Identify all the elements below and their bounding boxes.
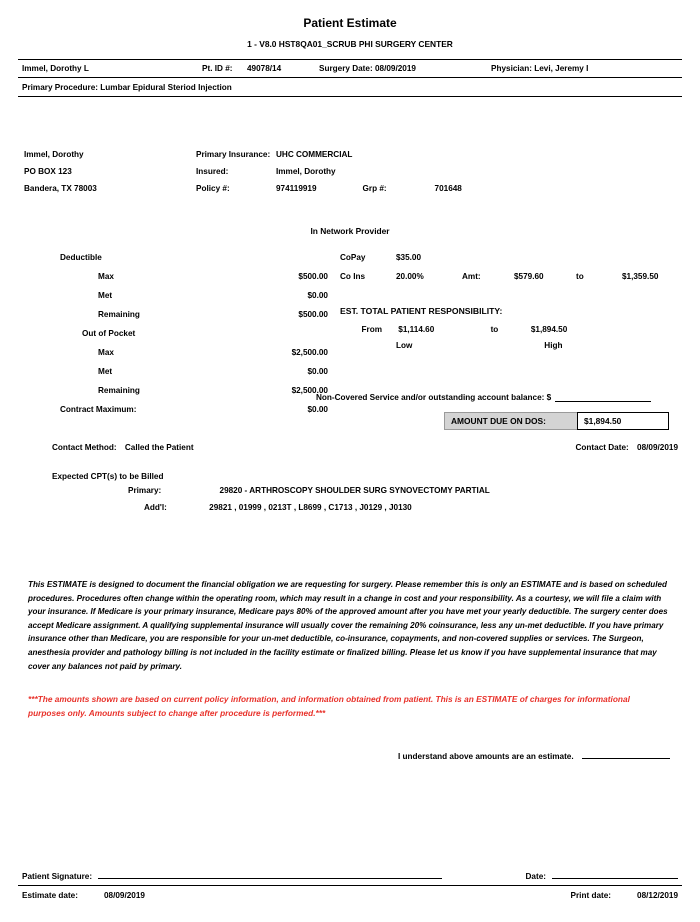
facility-subtitle: 1 - V8.0 HST8QA01_SCRUB PHI SURGERY CENTER: [247, 39, 453, 49]
deductible-max-value: $500.00: [298, 272, 328, 281]
costshare-table: [340, 248, 658, 286]
coins-percent: 20.00%: [396, 272, 424, 281]
copay-row: [340, 248, 658, 267]
cpt-primary-label: Primary:: [128, 486, 162, 495]
copay-spacer-4: [622, 248, 658, 267]
pt-id-value: 49078/14: [247, 64, 282, 73]
non-covered-row: [316, 391, 651, 402]
non-covered-input-line[interactable]: [555, 391, 651, 402]
coins-to-label: to: [576, 272, 584, 281]
primary-procedure-label: Primary Procedure:: [22, 83, 98, 92]
physician-label: Physician:: [491, 64, 532, 73]
acknowledgement-initial-line[interactable]: [582, 749, 670, 759]
acknowledgement-row: [398, 749, 670, 761]
responsibility-to-value: $1,894.50: [530, 325, 568, 334]
estimate-date-value: 08/09/2019: [103, 891, 145, 900]
grp-label: Grp #:: [362, 184, 387, 193]
deductible-header-spacer: [218, 248, 350, 267]
contact-method-label: Contact Method:: [52, 443, 117, 452]
insured-row: [196, 163, 462, 180]
coins-amt-value: $579.60: [514, 272, 544, 281]
cpt-section-label: Expected CPT(s) to be Billed: [52, 472, 164, 481]
amount-due-value: $1,894.50: [577, 412, 669, 430]
footer-row: [22, 891, 678, 900]
coins-to-value: $1,359.50: [622, 272, 659, 281]
deductible-met-value: $0.00: [307, 291, 328, 300]
patient-signature-line[interactable]: [98, 868, 442, 879]
policy-row: [196, 180, 462, 197]
responsibility-range-row: [340, 325, 567, 334]
oop-header: Out of Pocket: [82, 329, 136, 338]
contact-date-row: [576, 443, 679, 452]
network-status: In Network Provider: [310, 226, 390, 236]
patient-signature-label: Patient Signature:: [22, 872, 93, 881]
patient-header-row: [0, 60, 700, 77]
primary-insurance-row: [196, 146, 462, 163]
coins-row: [340, 267, 658, 286]
signature-date-line[interactable]: [552, 868, 678, 879]
patient-address-line3: Bandera, TX 78003: [24, 184, 97, 193]
non-covered-label: Non-Covered Service and/or outstanding account balance: $: [316, 393, 552, 402]
coins-amt-label: Amt:: [462, 272, 481, 281]
primary-insurance-value: UHC COMMERCIAL: [276, 150, 353, 159]
cpt-primary-row: [128, 486, 490, 495]
oop-met-label: Met: [98, 367, 113, 376]
patient-estimate-document: [0, 16, 700, 922]
pt-id-label: Pt. ID #:: [202, 64, 233, 73]
footer-divider: [18, 885, 682, 886]
signature-date-label: Date:: [525, 872, 546, 881]
oop-header-spacer: [218, 324, 350, 343]
responsibility-from-label: From: [361, 325, 382, 334]
deductible-max-label: Max: [98, 272, 114, 281]
table-row: [60, 343, 350, 362]
copay-spacer-2: [514, 248, 576, 267]
physician-value: Levi, Jeremy I: [534, 64, 589, 73]
oop-max-value: $2,500.00: [291, 348, 328, 357]
insured-value: Immel, Dorothy: [276, 167, 336, 176]
contract-max-row: [60, 400, 350, 419]
responsibility-lowhigh-row: [340, 341, 562, 350]
page-title: Patient Estimate: [303, 16, 397, 30]
print-date-value: 08/12/2019: [637, 891, 678, 900]
deductible-remaining-value: $500.00: [298, 310, 328, 319]
cpt-addl-label: Add'l:: [144, 503, 167, 512]
grp-value: 701648: [434, 184, 462, 193]
oop-met-value: $0.00: [307, 367, 328, 376]
policy-label: Policy #:: [196, 184, 230, 193]
responsibility-to-label: to: [490, 325, 499, 334]
amount-due-label: AMOUNT DUE ON DOS:: [444, 412, 577, 430]
primary-insurance-label: Primary Insurance:: [196, 150, 271, 159]
copay-spacer-1: [462, 248, 514, 267]
responsibility-from-value: $1,114.60: [398, 325, 435, 334]
physician: [491, 64, 678, 73]
policy-value: 974119919: [276, 184, 317, 193]
primary-procedure-row: [0, 78, 700, 96]
responsibility-high-label: High: [544, 341, 563, 350]
print-date-label: Print date:: [570, 891, 612, 900]
table-row: [60, 362, 350, 381]
cpt-addl-value: 29821 , 01999 , 0213T , L8699 , C1713 , J0129 , J0130: [209, 503, 412, 512]
disclaimer-paragraph: This ESTIMATE is designed to document the financial obligation we are requesting for surgery. Please remember this is only an ESTIMATE and is based on scheduled procedures. Procedures often change within the operating room, which may result in a change in cost and your responsibility. As a courtesy, we will file a claim with your insurance. If Medicare is your primary insurance, Medicare pays 80% of the approved amount after you have met your yearly deductible. The surgery center does accept Medicare assignment. A qualifying supplemental insurance will usually cover the remaining 20% coinsurance, less any un-met deductible. If you have primary insurance other than Medicare, you are responsible for your un-met deductible, co-insurance, copayments, and non-covered supplies or services. The Surgeon, anesthesia provider and pathology billing is not included in the facility estimate or finalized billing. Please let us know if you have supplemental insurance that may cover any balances not paid by primary.: [28, 580, 668, 671]
benefits-table: [60, 248, 350, 419]
table-row: [60, 381, 350, 400]
table-row: [60, 305, 350, 324]
copay-value: $35.00: [396, 253, 422, 262]
oop-max-label: Max: [98, 348, 114, 357]
contact-method-row: [52, 443, 194, 452]
signature-row: [22, 868, 678, 881]
deductible-header: Deductible: [60, 253, 102, 262]
cpt-primary-value: 29820 - ARTHROSCOPY SHOULDER SURG SYNOVECTOMY PARTIAL: [219, 486, 490, 495]
contract-max-label: Contract Maximum:: [60, 405, 137, 414]
copay-label: CoPay: [340, 253, 366, 262]
insured-label: Insured:: [196, 167, 229, 176]
deductible-met-label: Met: [98, 291, 113, 300]
patient-name: Immel, Dorothy L: [22, 64, 89, 73]
coins-label: Co Ins: [340, 272, 366, 281]
insurance-block: [196, 146, 462, 197]
surgery-date: [319, 64, 491, 73]
deductible-remaining-label: Remaining: [98, 310, 140, 319]
responsibility-low-label: Low: [396, 341, 413, 350]
surgery-date-value: 08/09/2019: [374, 64, 416, 73]
table-row: [60, 286, 350, 305]
contact-method-value: Called the Patient: [124, 443, 194, 452]
copay-spacer-3: [576, 248, 622, 267]
contact-date-value: 08/09/2019: [637, 443, 678, 452]
patient-address-line2: PO BOX 123: [24, 167, 72, 176]
table-row: [60, 267, 350, 286]
responsibility-title: EST. TOTAL PATIENT RESPONSIBILITY:: [340, 306, 503, 316]
disclaimer-red-note: ***The amounts shown are based on current policy information, and information obtained from patient. This is an ESTIMATE of charges for informational purposes only. Amounts subject to change after procedure is performed.***: [28, 694, 630, 718]
patient-address-line1: Immel, Dorothy: [24, 150, 84, 159]
surgery-date-label: Surgery Date:: [319, 64, 373, 73]
amount-due-box: [444, 412, 669, 430]
primary-procedure-value: Lumbar Epidural Steriod Injection: [100, 83, 232, 92]
contact-date-label: Contact Date:: [575, 443, 629, 452]
cpt-addl-row: [144, 503, 412, 512]
patient-address-block: [24, 146, 97, 197]
oop-remaining-value: $2,500.00: [291, 386, 328, 395]
deductible-header-row: [60, 248, 350, 267]
header-divider-bottom: [18, 96, 682, 97]
acknowledgement-text: I understand above amounts are an estimate.: [398, 752, 574, 761]
oop-remaining-label: Remaining: [98, 386, 140, 395]
estimate-date-label: Estimate date:: [22, 891, 78, 900]
contract-max-value: $0.00: [307, 405, 328, 414]
footer-spacer: [145, 891, 571, 900]
oop-header-row: [60, 324, 350, 343]
